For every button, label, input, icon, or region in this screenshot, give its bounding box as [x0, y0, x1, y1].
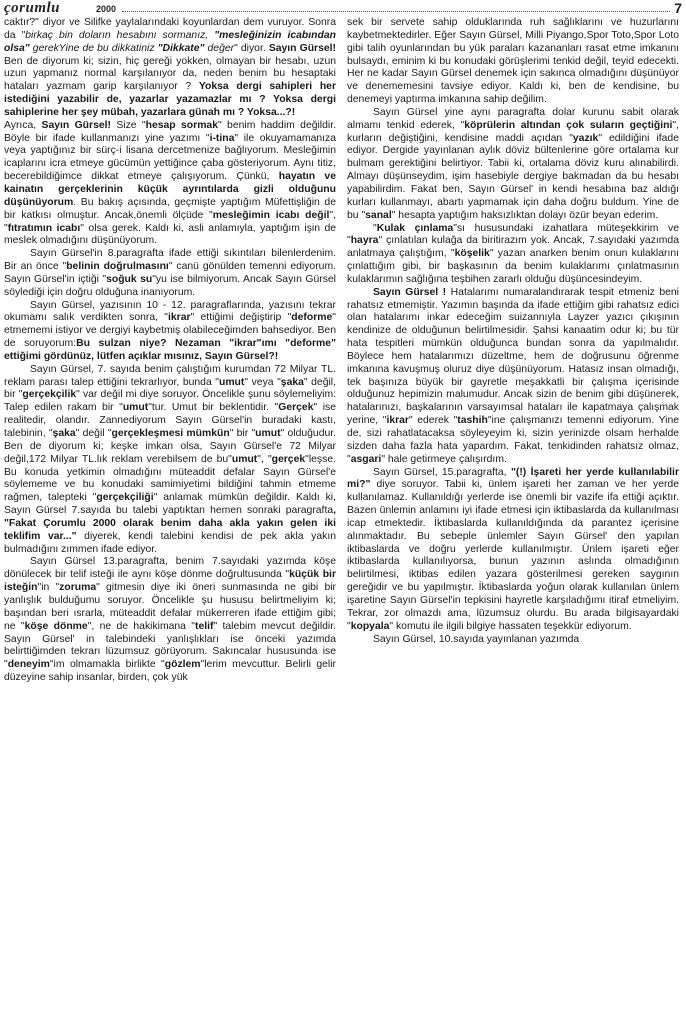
text-run: " yazan anarken benim onun kulaklarını çınlattığım gibi, bir başkasının da benim kulaklarımı çınlatmasının kulaklarımın sağlığına teşbihen zararlı olduğu düşüncesindeyim. — [347, 248, 679, 285]
header-rule — [122, 11, 670, 12]
paragraph — [4, 364, 336, 557]
paragraph — [4, 556, 336, 684]
text-run: "yu ise bilmiyorum. Ancak Sayın Gürsel söylediği için doğru olduğuna inanıyorum. — [4, 273, 336, 298]
text-run: . Bu bakış açısında, geçmişte yaptığım Müfettişliğin de bir katkısı olmuştur. Ancak,önemli ölçüde " — [4, 196, 336, 221]
text-run: gerçekçiliği — [96, 492, 154, 504]
text-run: "sı hususundaki izahatlara müteşekkirim ve " — [347, 222, 679, 247]
text-run: "mesleğinizin icabından olsa" — [4, 29, 336, 54]
text-run: zoruma — [59, 582, 97, 594]
text-run: umut — [255, 428, 281, 439]
text-run: "im olmamakla birlikte " — [49, 659, 165, 671]
text-run: diyerek, kendi talebini kendisi de pek akla yakın bulmadığını zımmen ifade ediyor. — [4, 530, 336, 555]
text-run: " çınlatılan kulağa da biritirazım yok. Ancak, 7.sayıdaki yazımda anlatmaya çalıştığım, " — [347, 235, 679, 260]
text-run: Ayrıca, — [4, 119, 42, 131]
text-run: "lerim mevcuttur. Belirli gelir düzeyine sahip insanlar, birden, çok yük — [4, 659, 336, 684]
text-run: diye soruyor. Tabii ki, ünlem işareti her zaman ve her yerde kullanılamaz. Kullanıldığı yerlerde ise önemli bir vazife ifa ettiği açıktır. Bazen ünlemin anlamını iyi ifade etmesi için iktibaslarda da kullanılması icap etmektedir. İktibaslarda kullanıldığında da parantez içerisine alınmaktadır. Bu sebeple ünlemler Sayın Gürsel' den yapılan iktibaslarda ve doğru yerlerde kullanılmıştır. Ünlem işareti eğer iktibaslarda kullanılıyorsa, bunun yazının aslında olmadığının belirtilmesi, iktibas edilen yazara gösterilmesi gereken saygının gereğidir ve bu yapılmıştır. İktibaslarda yoğun olarak kullanılan ünlem işaretine Sayın Gürsel'in tepkisini hayretle karşıladığımı itiraf etmeliyim. Tekrar, zor olmazdı ama, lüzumsuz olurdu. Bu arada bilgisayardaki " — [347, 479, 679, 632]
text-run: "ine çalışmanızı temenni ediyorum. Yine de, sizi rahatlatacaksa söyleyeyim ki, sizin yerinizde olsam herhalde sizden daha fazla hata yapardım. Fakat, tenkidinden rahatsız olmaz, " — [347, 415, 679, 465]
text-run: ", kurların değiştiğini, kendisine maddi açıdan " — [347, 119, 679, 144]
text-run: "leşse. Bu konuda yetkimin olmadığını müteaddit defalar Sayın Gürsel'e söylememe ve bu konudaki samimiyetimi bildiğini tahmin etmeme rağmen, talepteki " — [4, 453, 336, 504]
text-run: köşelik — [454, 248, 490, 260]
text-run: " değil " — [75, 428, 112, 439]
text-run: " hale getirmeye çalışırdım. — [381, 453, 507, 465]
paragraph — [347, 107, 679, 223]
text-run: umut — [122, 402, 149, 414]
text-run: " ederek " — [408, 415, 458, 427]
text-run: " olsa gerek. Kaldı ki, asli anlamıyla, yaptığım işin de meslek olmadığını düşünüyorum. — [4, 222, 336, 247]
brand-logo: çorumlu — [4, 0, 61, 16]
text-run: umut — [231, 453, 258, 465]
text-run: sanal — [365, 209, 392, 221]
text-run: Kulak çınlama — [376, 222, 454, 234]
text-run: " veya " — [244, 376, 281, 388]
paragraph — [4, 17, 336, 120]
paragraph — [347, 287, 679, 467]
text-run: asgari — [350, 453, 382, 465]
text-run: " ettiğimi değiştirip " — [190, 312, 292, 324]
text-run: sek bir servete sahip olduklarında ruh sağlıklarını ve huzurlarını kaybetmektedirler. Eğer Sayın Gürsel, Milli Piyango,Spor Toto,Spor Loto gibi talih oyunlarından bu yük paraları kazananları rasat etme imkanını bulsaydı, eminim ki bu konudaki görüşlerimi tenkid değil, teyid edecekti. Her ne kadar Sayın Gürsel denemek için sakınca olmadığını düşünüyor ve denememesini tavsiye ediyor. Kaldı ki, ben de kendisine, bu denemeyi yaptırma imkanına sahip değilim. — [347, 17, 679, 106]
text-run: şaka — [280, 376, 304, 388]
text-run: Sayın Gürsel, 10.sayıda yayınlanan yazımda — [373, 633, 580, 645]
text-run: " komutu ile ilgili bilgiye hassaten teşekkür ediyorum. — [389, 620, 632, 632]
text-run: ", " — [4, 209, 336, 234]
text-run: "Dikkate" — [157, 42, 205, 54]
paragraph — [4, 248, 336, 299]
text-run: fıtratımın icabı — [7, 222, 81, 234]
text-run: , "Fakat Çorumlu 2000 olarak benim daha akla yakın gelen iki teklifim var..." — [4, 505, 336, 542]
paragraph — [347, 17, 679, 107]
text-run: Sayın Gürsel 13.paragrafta, benim 7.sayıdaki yazımda köşe dönülecek bir telif isteği ile aynı köşe dönme doğrultusunda " — [4, 556, 336, 581]
paragraph — [347, 467, 679, 634]
text-run: tashih — [457, 415, 488, 427]
text-run: Ben de diyorum ki; sizin, hiç gereği yokken, olmayan bir hesabı, uzun uzun yapmanız normal karşılanıyor da, neden benim bu hesaptaki hataları yazmam garip karşılanıyor ? — [4, 55, 336, 93]
text-run: küçük bir isteğin — [4, 569, 336, 594]
text-run: köşe dönme — [24, 620, 88, 632]
page-number: 7 — [674, 0, 682, 16]
text-run: " gitmesin diye iki öneri sunmasında ne gibi bir yanlışlık bulduğumu soruyor. Öncelikle şu hususu belirtmeliyim ki; başından beri ısrarla, müteaddit defalar mükerreren ifade ettiğim gibi; ne " — [4, 582, 336, 632]
paragraph — [4, 300, 336, 364]
text-run: Sayın Gürsel, 7. sayıda benim çalıştığım kurumdan 72 Milyar TL. reklam parası talep ettiğini tekrarlıyor, bunda " — [4, 363, 336, 388]
text-run: Yoksa dergi sahipleri her istediğini yazabilir de, yazarlar yazamazlar mı ? Yoksa dergi sahiplerine her şey mübah, yazarlara günah mı ? Yoksa...?! — [4, 81, 336, 118]
text-run: " — [373, 222, 377, 234]
text-run: hesap sormak — [145, 119, 218, 131]
text-run: deforme — [291, 312, 333, 324]
paragraph — [347, 634, 679, 647]
text-run: ", " — [257, 453, 272, 465]
paragraph — [4, 120, 336, 248]
brand-year: 2000 — [96, 4, 117, 14]
text-run: i-tina — [209, 132, 235, 144]
text-run: Sayın Gürsel, 15.paragrafta, — [373, 466, 511, 478]
text-run: " anlamak mümkün değildir. Kaldı ki, Sayın Gürsel 7.sayıda bu talebi yaptıktan hemen sonraki paragrafta — [4, 492, 336, 517]
text-run: gerçek — [271, 453, 306, 465]
text-run: değer — [204, 42, 235, 54]
text-run: " talebim mevcut değildir. Sayın Gürsel' in talebindeki yanlışlıkları ise önceki yazımda belirttiğimden tekrarı lüzumsuz görüyorum. Sakıncalar hususunda ise " — [4, 620, 336, 671]
text-run: gerçekçilik — [22, 389, 77, 401]
text-run: hayra — [350, 235, 379, 247]
text-run: " hesapta yaptığım haksızlıktan dolayı özür beyan ederim. — [391, 209, 659, 221]
text-run: " değil, bir " — [4, 376, 336, 401]
text-run: Sayın Gürsel'in 8.paragrafta ifade ettiği sıkıntıları bilenlerdenim. Bir an önce " — [4, 248, 336, 273]
text-run: gerekYine de bu dikkatiniz — [29, 42, 158, 54]
text-run: " bir " — [229, 428, 256, 439]
text-run: " olduğudur. Ben de diyorum ki; keşke imkan olsa, Sayın Gürsel'e 72 Milyar değil,172 Milyar TL.lık reklam verebilsem de bu" — [4, 428, 336, 465]
text-run: " var değil mi diye soruyor. Öncelikle şunu söylemeliyim: Talep edilen rakam bir " — [4, 389, 336, 414]
text-run: Sayın Gürsel! — [268, 42, 336, 54]
text-run: Bu sulzan niye? Nezaman "ikrar"ımı "deforme" ettiğimi gördünüz, lütfen açıklar mısınız, Sayın Gürsel?! — [4, 338, 336, 362]
text-run: belinin doğrulmasını — [66, 261, 169, 273]
text-run: soğuk su — [106, 273, 153, 285]
text-run: Gerçek — [278, 402, 314, 414]
text-run: " ise realitedir, olandır. Zannediyorum Sayın Gürsel'in buradaki kastı, talebinin, " — [4, 402, 336, 439]
text-run: "(!) İşareti her yerde kullanılabilir mi?" — [347, 466, 679, 491]
text-run: ikrar — [386, 415, 409, 427]
text-run: " diyor. — [234, 42, 269, 54]
text-run: birkaç bin doların hesabını sormanız, — [25, 29, 215, 41]
paragraph — [347, 223, 679, 287]
text-run: kopyala — [350, 620, 390, 632]
text-run: " etmememi istiyor ve dergiyi kaybetmiş olabileceğimden bahsediyor. Ben de soruyorum: — [4, 312, 336, 350]
text-run: "in " — [37, 582, 60, 594]
text-run: köprülerin altından çok suların geçtiğini — [464, 119, 673, 131]
text-run: "tur. Umut bir beklentidir. " — [148, 402, 279, 414]
text-run: Sayın Gürsel, yazısının 10 - 12. paragraflarında, yazısını tekrar okumamı salık verdikten sonra, " — [4, 299, 336, 324]
text-run: mesleğimin icabı değil — [212, 209, 330, 221]
text-run: hayatın ve kainatın gerçeklerinin küçük ayrıntılarda gizli olduğunu düşünüyorum — [4, 171, 336, 208]
right-column — [347, 17, 679, 1011]
text-run: yazık — [572, 132, 599, 144]
text-run: Sayın Gürsel ! — [373, 286, 447, 298]
text-run: Hatalarımı numaralandırarak tespit etmeniz beni rahatsız etmemiştir. Yazımın başında da ifade ettiğim gibi rahatsız edici olan hatalarımı inkar edeceğim suizannıyla Layzer yazıcı çıkışının kendinize de olduğunun belirtilmesidir. Şahsi kanaatim odur ki; bu tür hata tespitleri mümkün olduğunca bundan sonra da yapılmalıdır. Böylece hem hatalarımızı düzeltme, hem de doğrusunu öğrenme imkanına kavuşmuş oluruz diye düşünüyorum. Hatasız insan olmadığı, tek başınıza büyük bir gayretle meşakkatli bir çalışma içerisinde olduğunuz hepimizin malumudur. Ancak sizin de benim gibi düşünerek, hatalarınızı, başkalarının varsayımsal hataları ile kapatmaya çalışmak yerine, " — [347, 286, 679, 427]
text-run: telif — [195, 620, 214, 632]
text-run: gözlem — [164, 659, 201, 671]
text-run: " edildiğini ifade ediyor. Dergide yayınlanan aylık döviz bültenlerine göre ortalama kur bulmam gerektiğini belirtiyor. Tabii ki, ortalama döviz kuru alınabilirdi. Almayı düşünseydim, işim hasebiyle dergiye bakmadan da bu hesabı yapabilirdim. Fakat ben, Sayın Gürsel' in kendi hesabına baz aldığı kurları kullanmayı, abartı yapmamak için daha doğru buldum. Yine de bu " — [347, 132, 679, 221]
text-run: " benim haddim değildir. Böyle bir ifade kullanmanızı yine yazımı " — [4, 119, 336, 144]
text-run: ", ne de hakikimana " — [87, 620, 195, 632]
left-column — [4, 17, 336, 1011]
text-run: caktır?" diyor ve Silifke yaylalarındaki koyunlardan dem vuruyor. Sonra da " — [4, 17, 336, 41]
text-run: şaka — [52, 428, 76, 439]
text-run: deneyim — [7, 659, 50, 671]
text-run: Sayın Gürsel! — [41, 119, 111, 131]
text-run: umut — [218, 376, 245, 388]
page-header — [4, 0, 682, 18]
text-run: Sayın Gürsel yine aynı paragrafta dolar kurunu sabit olarak almamı tenkid ederek, " — [347, 106, 679, 131]
text-run: Size " — [110, 119, 146, 131]
text-run: " canü gönülden temenni ediyorum. Sayın Gürsel'in içtiği " — [4, 261, 336, 285]
text-run: " ile okuyamamanıza veya yaptığınız bir sürç-i lisana dercetmenize bağlıyorum. Mesleğimin icaplarını icra etmeye gücümün yettiğince çaba gösteriyorum. Aynı titiz, becerebildiğimce dikkat etmeye çalışıyorum. Çünkü, — [4, 132, 336, 183]
text-run: ikrar — [168, 312, 191, 324]
text-run: gerçekleşmesi mümkün — [111, 428, 230, 439]
